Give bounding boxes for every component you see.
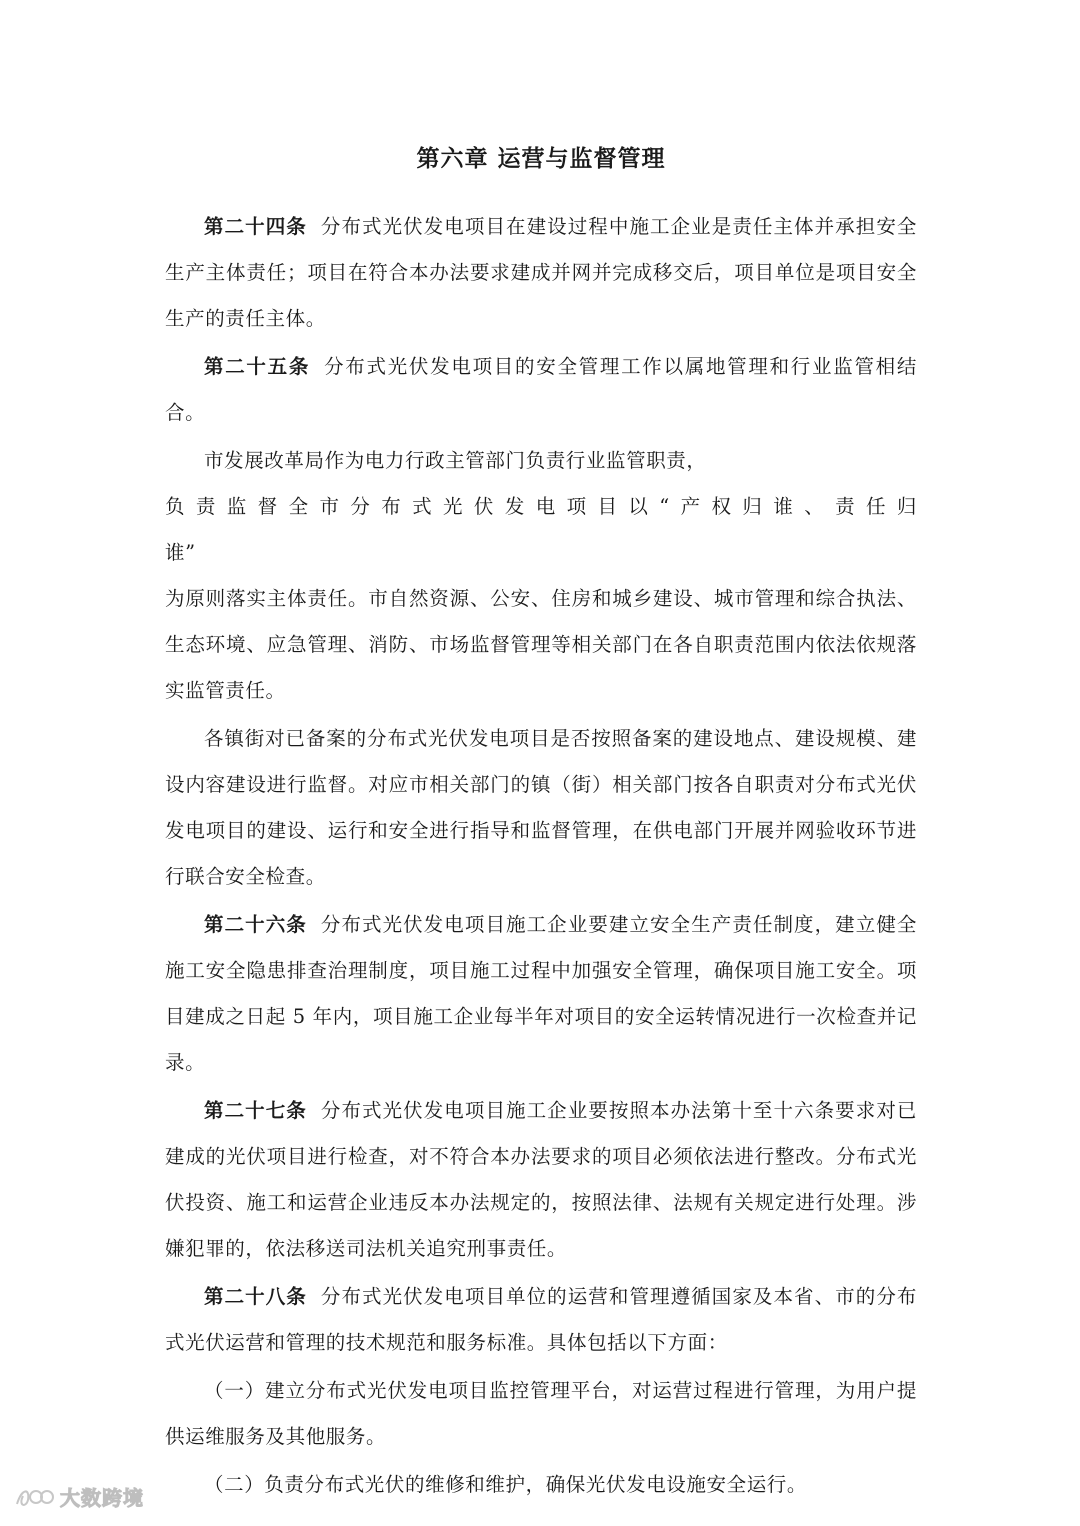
article-25-para-1-line-1: 市发展改革局作为电力行政主管部门负责行业监管职责， — [204, 449, 707, 472]
article-27 — [165, 1088, 917, 1272]
article-28-item-2: （二）负责分布式光伏的维修和维护，确保光伏发电设施安全运行。 — [204, 1473, 808, 1496]
article-text: 分布式光伏发电项目施工企业要按照本办法第十至十六条要求对已建成的光伏项目进行检查，对不符合本办法要求的项目必须依法进行整改。分布式光伏投资、施工和运营企业违反本办法规定的，按照法律、法规有关规定进行处理。涉嫌犯罪的，依法移送司法机关追究刑事责任。 — [165, 1099, 917, 1260]
article-25-para-1-line-4: 为原则落实主体责任。市自然资源、公安、住房和城乡建设、城市管理和综合执法、生态环境、应急管理、消防、市场监督管理等相关部门在各自职责范围内依法依规落实监管责任。 — [165, 587, 917, 702]
article-25 — [165, 344, 917, 436]
article-label: 第二十七条 — [204, 1099, 307, 1122]
article-label: 第二十五条 — [204, 355, 311, 378]
brand-logo-icon — [14, 1484, 54, 1510]
article-26 — [165, 902, 917, 1086]
article-25-para-1-line-3: 谁” — [165, 541, 196, 564]
article-text: 分布式光伏发电项目的安全管理工作以属地管理和行业监管相结合。 — [165, 355, 917, 424]
watermark — [14, 1482, 144, 1511]
article-text: 分布式光伏发电项目单位的运营和管理遵循国家及本省、市的分布式光伏运营和管理的技术规范和服务标准。具体包括以下方面： — [165, 1285, 917, 1354]
article-25-para-1-line-2: 负责监督全市分布式光伏发电项目以“产权归谁、责任归 — [165, 495, 917, 518]
chapter-title: 第六章 运营与监督管理 — [416, 146, 666, 172]
article-label: 第二十八条 — [204, 1285, 307, 1308]
article-label: 第二十六条 — [204, 913, 307, 936]
article-text: 分布式光伏发电项目施工企业要建立安全生产责任制度，建立健全施工安全隐患排查治理制度，项目施工过程中加强安全管理，确保项目施工安全。项目建成之日起 5 年内，项目施工企业每半年对项目的安全运转情况进行一次检查并记录。 — [165, 913, 917, 1074]
document-page — [165, 140, 917, 1508]
article-24 — [165, 204, 917, 342]
article-text: 分布式光伏发电项目在建设过程中施工企业是责任主体并承担安全生产主体责任；项目在符合本办法要求建成并网并完成移交后，项目单位是项目安全生产的责任主体。 — [165, 215, 917, 330]
article-28-item-1: （一）建立分布式光伏发电项目监控管理平台，对运营过程进行管理，为用户提供运维服务及其他服务。 — [165, 1379, 917, 1448]
article-label: 第二十四条 — [204, 215, 307, 238]
watermark-text: 大数跨境 — [60, 1486, 144, 1510]
article-28 — [165, 1274, 917, 1366]
article-25-para-2: 各镇街对已备案的分布式光伏发电项目是否按照备案的建设地点、建设规模、建设内容建设进行监督。对应市相关部门的镇（街）相关部门按各自职责对分布式光伏发电项目的建设、运行和安全进行指导和监督管理，在供电部门开展并网验收环节进行联合安全检查。 — [165, 727, 917, 888]
